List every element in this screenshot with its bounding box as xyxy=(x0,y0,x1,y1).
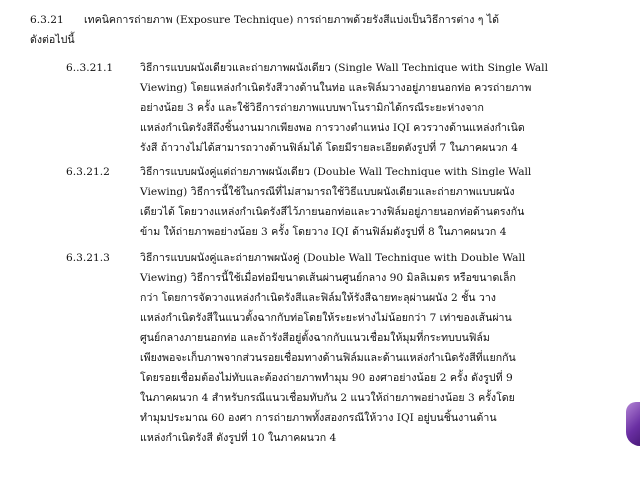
paragraph-line: Viewing) วิธีการนี้ใช้เมื่อท่อมีขนาดเส้นผ่านศูนย์กลาง 90 มิลลิเมตร หรือขนาดเล็ก xyxy=(140,272,516,284)
paragraph-line: กว่า โดยการจัดวางแหล่งกำเนิดรังสีและฟิล์มให้รังสีฉายทะลุผ่านผนัง 2 ชั้น วาง xyxy=(140,292,496,304)
section-number: 6.3.21 xyxy=(30,14,64,26)
paragraph-line: แหล่งกำเนิดรังสี ดังรูปที่ 10 ในภาคผนวก 4 xyxy=(140,432,337,444)
paragraph-line: วิธีการแบบผนังคู่แต่ถ่ายภาพผนังเดียว (Double Wall Technique with Single Wall xyxy=(140,166,532,178)
subsection-number: 6..3.21.1 xyxy=(66,62,114,74)
paragraph-line: ข้าม ให้ถ่ายภาพอย่างน้อย 3 ครั้ง โดยวาง IQI ด้านฟิล์มดังรูปที่ 8 ในภาคผนวก 4 xyxy=(140,226,507,238)
paragraph-line: อย่างน้อย 3 ครั้ง และใช้วิธีการถ่ายภาพแบบพาโนรามิกได้กรณีระยะห่างจาก xyxy=(140,102,484,114)
subsection-number: 6.3.21.3 xyxy=(66,252,110,264)
paragraph-line: เพียงพอจะเก็บภาพจากส่วนรอยเชื่อมทางด้านฟิล์มและด้านแหล่งกำเนิดรังสีที่แยกกัน xyxy=(140,352,516,364)
paragraph-line: วิธีการแบบผนังเดียวและถ่ายภาพผนังเดียว (Single Wall Technique with Single Wall xyxy=(140,62,548,74)
paragraph-line: โดยรอยเชื่อมต้องไม่ทับและต้องถ่ายภาพทำมุม 90 องศาอย่างน้อย 2 ครั้ง ดังรูปที่ 9 xyxy=(140,372,513,384)
paragraph-line: แหล่งกำเนิดรังสีในแนวตั้งฉากกับท่อโดยให้ระยะห่างไม่น้อยกว่า 7 เท่าของเส้นผ่าน xyxy=(140,312,512,324)
paragraph-line: Viewing) โดยแหล่งกำเนิดรังสีวางด้านในท่อ และฟิล์มวางอยู่ภายนอกท่อ ควรถ่ายภาพ xyxy=(140,82,532,94)
paragraph-line: รังสี ถ้าวางไม่ได้สามารถวางด้านฟิล์มได้ โดยมีรายละเอียดดังรูปที่ 7 ในภาคผนวก 4 xyxy=(140,142,518,154)
paragraph-line: เดียวได้ โดยวางแหล่งกำเนิดรังสีไว้ภายนอกท่อและวางฟิล์มอยู่ภายนอกท่อด้านตรงกัน xyxy=(140,206,525,218)
section-heading-line: ดังต่อไปนี้ xyxy=(30,34,75,46)
paragraph-line: วิธีการแบบผนังคู่และถ่ายภาพผนังคู่ (Double Wall Technique with Double Wall xyxy=(140,252,526,264)
paragraph-line: ศูนย์กลางภายนอกท่อ และถ้ารังสีอยู่ตั้งฉากกับแนวเชื่อมให้มุมที่กระทบบนฟิล์ม xyxy=(140,332,490,344)
paragraph-line: ในภาคผนวก 4 สำหรับกรณีแนวเชื่อมทับกัน 2 แนวให้ถ่ายภาพอย่างน้อย 3 ครั้งโดย xyxy=(140,392,515,404)
subsection-number: 6.3.21.2 xyxy=(66,166,110,178)
paragraph-line: Viewing) วิธีการนี้ใช้ในกรณีที่ไม่สามารถใช้วิธีแบบผนังเดียวและถ่ายภาพแบบผนัง xyxy=(140,186,515,198)
section-heading-line: เทคนิคการถ่ายภาพ (Exposure Technique) การถ่ายภาพด้วยรังสีแบ่งเป็นวิธีการต่าง ๆ ได้ xyxy=(84,14,500,26)
decorative-corner-shape xyxy=(626,402,640,446)
paragraph-line: แหล่งกำเนิดรังสีถึงชิ้นงานมากเพียงพอ การวางตำแหน่ง IQI ควรวางด้านแหล่งกำเนิด xyxy=(140,122,525,134)
paragraph-line: ทำมุมประมาณ 60 องศา การถ่ายภาพทั้งสองกรณีให้วาง IQI อยู่บนชิ้นงานด้าน xyxy=(140,412,497,424)
